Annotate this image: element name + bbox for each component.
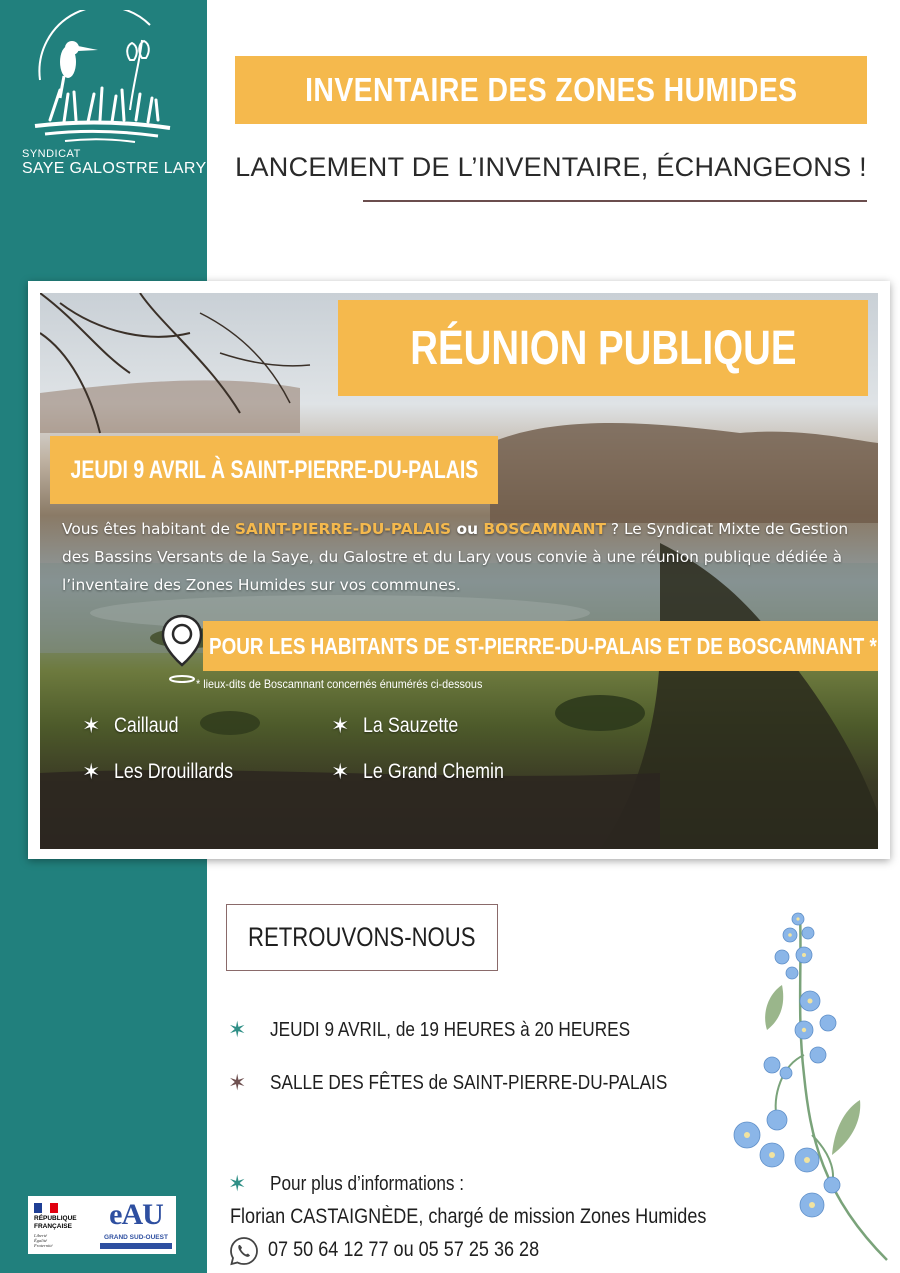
rf-motto: [34, 1233, 53, 1248]
reunion-title: RÉUNION PUBLIQUE: [409, 321, 797, 375]
eau-bar: [100, 1243, 172, 1249]
place-label: Caillaud: [114, 714, 179, 737]
date-time-text: JEUDI 9 AVRIL, de 19 HEURES à 20 HEURES: [270, 1018, 631, 1041]
place-item: [331, 713, 476, 739]
kingfisher-fritillary-logo-icon: [30, 10, 180, 145]
star-icon: ✶: [82, 759, 101, 784]
venue-text: SALLE DES FÊTES de SAINT-PIERRE-DU-PALAIS: [270, 1071, 668, 1094]
agence-eau-logo: [96, 1196, 176, 1254]
eau-wordmark: eAU: [109, 1198, 163, 1231]
eau-subtitle: GRAND SUD-OUEST: [104, 1234, 168, 1241]
main-title-banner: [235, 56, 867, 124]
retrouvons-nous-heading: RETROUVONS-NOUS: [248, 922, 476, 952]
rf-motto-line: Liberté: [34, 1233, 47, 1238]
habitants-text: POUR LES HABITANTS DE ST-PIERRE-DU-PALAIS ET DE BOSCAMNANT *: [209, 632, 877, 659]
french-flag-icon: [34, 1203, 58, 1213]
date-location-banner: [50, 436, 498, 504]
logo-name: SAYE GALOSTRE LARY: [22, 160, 207, 177]
logo-syndicat-label: SYNDICAT: [22, 148, 81, 160]
place-label: Les Drouillards: [114, 760, 234, 783]
location-pin-icon: [160, 613, 204, 685]
rf-motto-line: Fraternité: [34, 1243, 53, 1248]
place-item: [82, 759, 255, 785]
place-label: Le Grand Chemin: [363, 760, 505, 783]
rf-line1: RÉPUBLIQUE: [34, 1215, 77, 1222]
intro-place-1: SAINT-PIERRE-DU-PALAIS: [234, 520, 452, 538]
place-label: La Sauzette: [363, 714, 459, 737]
place-item: [82, 713, 190, 739]
star-icon: ✶: [228, 1070, 247, 1095]
lieux-dits-note: * lieux-dits de Boscamnant concernés énumérés ci-dessous: [196, 677, 483, 691]
forget-me-not-flower-illustration: [712, 905, 897, 1267]
date-location-text: JEUDI 9 AVRIL À SAINT-PIERRE-DU-PALAIS: [70, 455, 478, 484]
whatsapp-phone-icon: [228, 1235, 260, 1267]
star-icon: ✶: [82, 713, 101, 738]
contact-person: Florian CASTAIGNÈDE, chargé de mission Zones Humides: [230, 1205, 707, 1228]
star-icon: ✶: [331, 713, 350, 738]
contact-intro-line: [228, 1171, 496, 1197]
reunion-publique-banner: [338, 300, 868, 396]
subtitle: LANCEMENT DE L’INVENTAIRE, ÉCHANGEONS !: [235, 152, 867, 182]
retrouvons-nous-box: [226, 904, 498, 971]
venue-line: [228, 1070, 732, 1096]
subtitle-underline: [363, 200, 867, 202]
intro-place-2: BOSCAMNANT: [483, 520, 606, 538]
intro-connector: ou: [451, 520, 484, 538]
intro-paragraph: [62, 515, 870, 599]
rf-motto-line: Égalité: [34, 1238, 47, 1243]
rf-name: [34, 1215, 77, 1231]
habitants-banner: [203, 621, 878, 671]
syndicat-logo: [22, 10, 207, 180]
rf-line2: FRANÇAISE: [34, 1223, 72, 1230]
star-icon: ✶: [331, 759, 350, 784]
star-icon: ✶: [228, 1171, 247, 1196]
intro-part1: Vous êtes habitant de: [62, 520, 235, 538]
contact-intro-text: Pour plus d’informations :: [270, 1172, 465, 1195]
place-item: [331, 759, 529, 785]
republique-francaise-logo: [28, 1196, 96, 1254]
date-time-line: [228, 1017, 689, 1043]
intro-part2: ? Le Syndicat Mixte de Gestion des Bassins Versants de la Saye, du Galostre et du Lary vous convie à une réunion publique dédiée à l’inventaire des Zones Humides sur vos communes.: [62, 520, 849, 594]
star-icon: ✶: [228, 1017, 247, 1042]
main-title: INVENTAIRE DES ZONES HUMIDES: [304, 71, 798, 108]
contact-phones: 07 50 64 12 77 ou 05 57 25 36 28: [268, 1238, 540, 1261]
